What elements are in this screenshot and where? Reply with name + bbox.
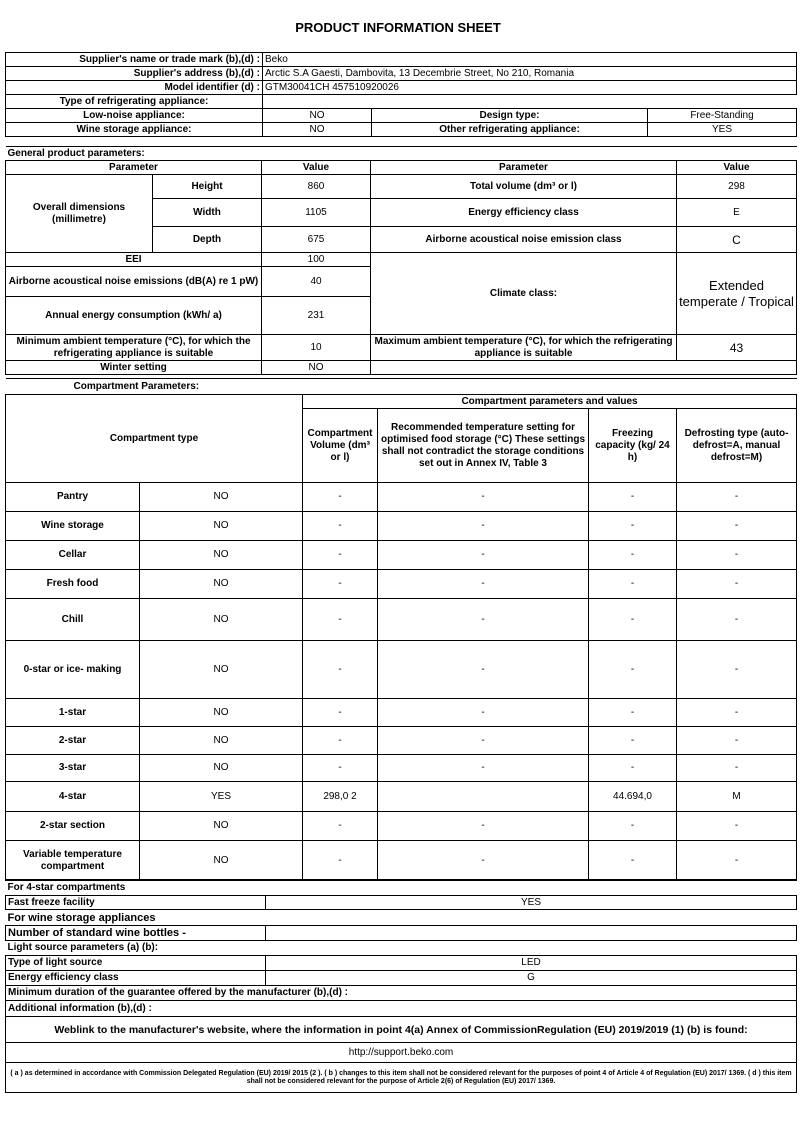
climate-class-label: Climate class:: [371, 253, 677, 335]
compartment-name: 2-star: [6, 727, 140, 755]
compartment-temp: -: [378, 512, 589, 541]
eei-label: EEI: [6, 253, 262, 267]
height-value: 860: [262, 175, 371, 199]
min-temp-value: 10: [262, 335, 371, 361]
compartment-volume: -: [303, 641, 378, 699]
compartment-present: NO: [140, 512, 303, 541]
width-value: 1105: [262, 199, 371, 227]
compartment-present: YES: [140, 782, 303, 812]
compartment-defrost: -: [677, 755, 797, 782]
compartment-temp: -: [378, 699, 589, 727]
compartment-name: 4-star: [6, 782, 140, 812]
weblink-value[interactable]: http://support.beko.com: [6, 1043, 797, 1063]
noise-class-value: C: [677, 227, 797, 253]
compartment-freeze: -: [589, 512, 677, 541]
compartment-freeze: -: [589, 570, 677, 599]
supplier-name: Beko: [263, 53, 797, 67]
min-temp-label: Minimum ambient temperature (°C), for which the refrigerating appliance is suitable: [6, 335, 262, 361]
compartment-name: Cellar: [6, 541, 140, 570]
compartment-type-header: Compartment type: [6, 395, 303, 483]
compartment-temp: -: [378, 812, 589, 841]
compartment-volume: 298,0 2: [303, 782, 378, 812]
additional-info-label: Additional information (b),(d) :: [6, 1001, 797, 1017]
col-temp-header: Recommended temperature setting for optimised food storage (°C) These settings shall not contradict the storage conditions set out in Annex IV, Table 3: [378, 409, 589, 483]
table-row: [6, 812, 797, 841]
compartment-defrost: -: [677, 483, 797, 512]
compartment-defrost: -: [677, 570, 797, 599]
table-row: [6, 541, 797, 570]
noise-emissions-label: Airborne acoustical noise emissions (dB(A) re 1 pW): [6, 267, 262, 297]
compartment-defrost: -: [677, 512, 797, 541]
compartment-volume: -: [303, 755, 378, 782]
table-row: [6, 699, 797, 727]
compartment-freeze: -: [589, 641, 677, 699]
fast-freeze-value: YES: [266, 896, 797, 910]
col-defrost-header: Defrosting type (auto-defrost=A, manual defrost=M): [677, 409, 797, 483]
compartment-volume: -: [303, 541, 378, 570]
supplier-address: Arctic S.A Gaesti, Dambovita, 13 Decembrie Street, No 210, Romania: [263, 67, 797, 81]
compartment-freeze: 44.694,0: [589, 782, 677, 812]
noise-class-label: Airborne acoustical noise emission class: [371, 227, 677, 253]
compartment-present: NO: [140, 541, 303, 570]
compartment-freeze: -: [589, 755, 677, 782]
total-volume-label: Total volume (dm³ or l): [371, 175, 677, 199]
compartment-name: Fresh food: [6, 570, 140, 599]
compartment-freeze: -: [589, 483, 677, 512]
compartment-values-header: Compartment parameters and values: [303, 395, 797, 409]
value-header-2: Value: [677, 161, 797, 175]
table-row: [6, 599, 797, 641]
compartment-present: NO: [140, 570, 303, 599]
general-parameters-table: [5, 146, 797, 375]
compartment-freeze: -: [589, 812, 677, 841]
compartment-defrost: -: [677, 641, 797, 699]
wine-bottles-label: Number of standard wine bottles: [8, 927, 180, 939]
total-volume-value: 298: [677, 175, 797, 199]
compartment-volume: -: [303, 727, 378, 755]
compartment-present: NO: [140, 755, 303, 782]
low-noise-value: NO: [263, 109, 372, 123]
compartment-name: Pantry: [6, 483, 140, 512]
compartment-name: 2-star section: [6, 812, 140, 841]
other-appliance-label: Other refrigerating appliance:: [372, 123, 648, 137]
compartment-volume: -: [303, 570, 378, 599]
model-label: Model identifier (d) :: [6, 81, 263, 95]
light-class-value: G: [266, 971, 797, 986]
max-temp-label: Maximum ambient temperature (°C), for which the refrigerating appliance is suitable: [371, 335, 677, 361]
light-class-label: Energy efficiency class: [6, 971, 266, 986]
other-appliance-value: YES: [648, 123, 797, 137]
compartment-name: Variable temperature compartment: [6, 841, 140, 881]
compartment-present: NO: [140, 599, 303, 641]
fast-freeze-label: Fast freeze facility: [6, 896, 266, 910]
noise-emissions-value: 40: [262, 267, 371, 297]
depth-value: 675: [262, 227, 371, 253]
compartment-temp: -: [378, 641, 589, 699]
winter-setting-label: Winter setting: [6, 361, 262, 375]
four-star-label: For 4-star compartments: [6, 880, 797, 896]
table-row: [6, 727, 797, 755]
compartment-freeze: -: [589, 599, 677, 641]
annual-energy-label: Annual energy consumption (kWh/ a): [6, 297, 262, 335]
compartment-name: Wine storage: [6, 512, 140, 541]
wine-bottles-empty: [266, 926, 797, 941]
col-volume-header: Compartment Volume (dm³ or l): [303, 409, 378, 483]
compartment-present: NO: [140, 483, 303, 512]
compartment-defrost: -: [677, 541, 797, 570]
wine-bottles-value: -: [182, 927, 186, 939]
additional-table: [5, 879, 797, 1093]
weblink-label: Weblink to the manufacturer's website, where the information in point 4(a) Annex of CommissionRegulation (EU) 2019/2019 (1) (b) is found:: [6, 1017, 797, 1043]
supplier-name-label: Supplier's name or trade mark (b),(d) :: [6, 53, 263, 67]
climate-class-value: Extended temperate / Tropical: [677, 253, 797, 335]
energy-class-label: Energy efficiency class: [371, 199, 677, 227]
table-row: [6, 641, 797, 699]
compartment-present: NO: [140, 727, 303, 755]
wine-appliance-value: NO: [263, 123, 372, 137]
wine-appliance-label: Wine storage appliance:: [6, 123, 263, 137]
model-identifier: GTM30041CH 457510920026: [263, 81, 797, 95]
light-type-value: LED: [266, 956, 797, 971]
overall-dimensions-label: Overall dimensions (millimetre): [6, 175, 153, 253]
compartment-freeze: -: [589, 727, 677, 755]
compartment-volume: -: [303, 812, 378, 841]
width-label: Width: [153, 199, 262, 227]
compartment-defrost: -: [677, 599, 797, 641]
energy-class-value: E: [677, 199, 797, 227]
compartment-name: Chill: [6, 599, 140, 641]
compartment-name: 3-star: [6, 755, 140, 782]
compartment-temp: -: [378, 599, 589, 641]
page-title: PRODUCT INFORMATION SHEET: [295, 20, 501, 35]
compartment-defrost: -: [677, 841, 797, 881]
max-temp-value: 43: [677, 335, 797, 361]
compartments-table: [5, 378, 797, 881]
table-row: [6, 782, 797, 812]
supplier-address-label: Supplier's address (b),(d) :: [6, 67, 263, 81]
compartment-temp: -: [378, 570, 589, 599]
parameter-header: Parameter: [6, 161, 262, 175]
compartment-freeze: -: [589, 699, 677, 727]
compartment-temp: -: [378, 841, 589, 881]
compartment-defrost: -: [677, 727, 797, 755]
compartment-parameters-label: Compartment Parameters:: [6, 379, 797, 395]
supplier-table: [5, 52, 797, 137]
compartment-temp: -: [378, 483, 589, 512]
winter-setting-value: NO: [262, 361, 371, 375]
light-type-label: Type of light source: [6, 956, 266, 971]
wine-bottles-cell: [6, 926, 266, 941]
table-row: [6, 483, 797, 512]
compartment-defrost: -: [677, 812, 797, 841]
compartment-volume: -: [303, 599, 378, 641]
compartment-present: NO: [140, 841, 303, 881]
compartment-present: NO: [140, 699, 303, 727]
compartment-freeze: -: [589, 541, 677, 570]
compartment-freeze: -: [589, 841, 677, 881]
light-source-label: Light source parameters (a) (b):: [6, 941, 797, 956]
height-label: Height: [153, 175, 262, 199]
appliance-type-label: Type of refrigerating appliance:: [6, 95, 263, 109]
annual-energy-value: 231: [262, 297, 371, 335]
table-row: [6, 755, 797, 782]
design-type-value: Free-Standing: [648, 109, 797, 123]
compartment-name: 0-star or ice- making: [6, 641, 140, 699]
compartment-volume: -: [303, 699, 378, 727]
compartment-volume: -: [303, 841, 378, 881]
compartment-present: NO: [140, 641, 303, 699]
compartment-name: 1-star: [6, 699, 140, 727]
low-noise-label: Low-noise appliance:: [6, 109, 263, 123]
eei-value: 100: [262, 253, 371, 267]
table-row: [6, 512, 797, 541]
guarantee-label: Minimum duration of the guarantee offered by the manufacturer (b),(d) :: [6, 986, 797, 1001]
depth-label: Depth: [153, 227, 262, 253]
col-freeze-header: Freezing capacity (kg/ 24 h): [589, 409, 677, 483]
compartment-defrost: M: [677, 782, 797, 812]
wine-appliances-label: For wine storage appliances: [6, 910, 797, 926]
parameter-header-2: Parameter: [371, 161, 677, 175]
compartment-volume: -: [303, 512, 378, 541]
compartment-volume: -: [303, 483, 378, 512]
compartment-temp: [378, 782, 589, 812]
value-header: Value: [262, 161, 371, 175]
compartment-temp: -: [378, 727, 589, 755]
compartment-defrost: -: [677, 699, 797, 727]
table-row: [6, 841, 797, 881]
footnote: ( a ) as determined in accordance with Commission Delegated Regulation (EU) 2019/ 2015 (2 ). ( b ) changes to this item shall not be considered relevant for the purposes of point 4 of Article 4 of Regulation (EU) 2017/ 1369. ( d ) this item shall not be considered relevant for the purpose of Article 2(6) of Regulation (EU) 2017/ 1369.: [6, 1063, 797, 1093]
general-parameters-label: General product parameters:: [6, 147, 797, 161]
compartment-temp: -: [378, 541, 589, 570]
compartment-present: NO: [140, 812, 303, 841]
compartment-temp: -: [378, 755, 589, 782]
table-row: [6, 570, 797, 599]
design-type-label: Design type:: [372, 109, 648, 123]
